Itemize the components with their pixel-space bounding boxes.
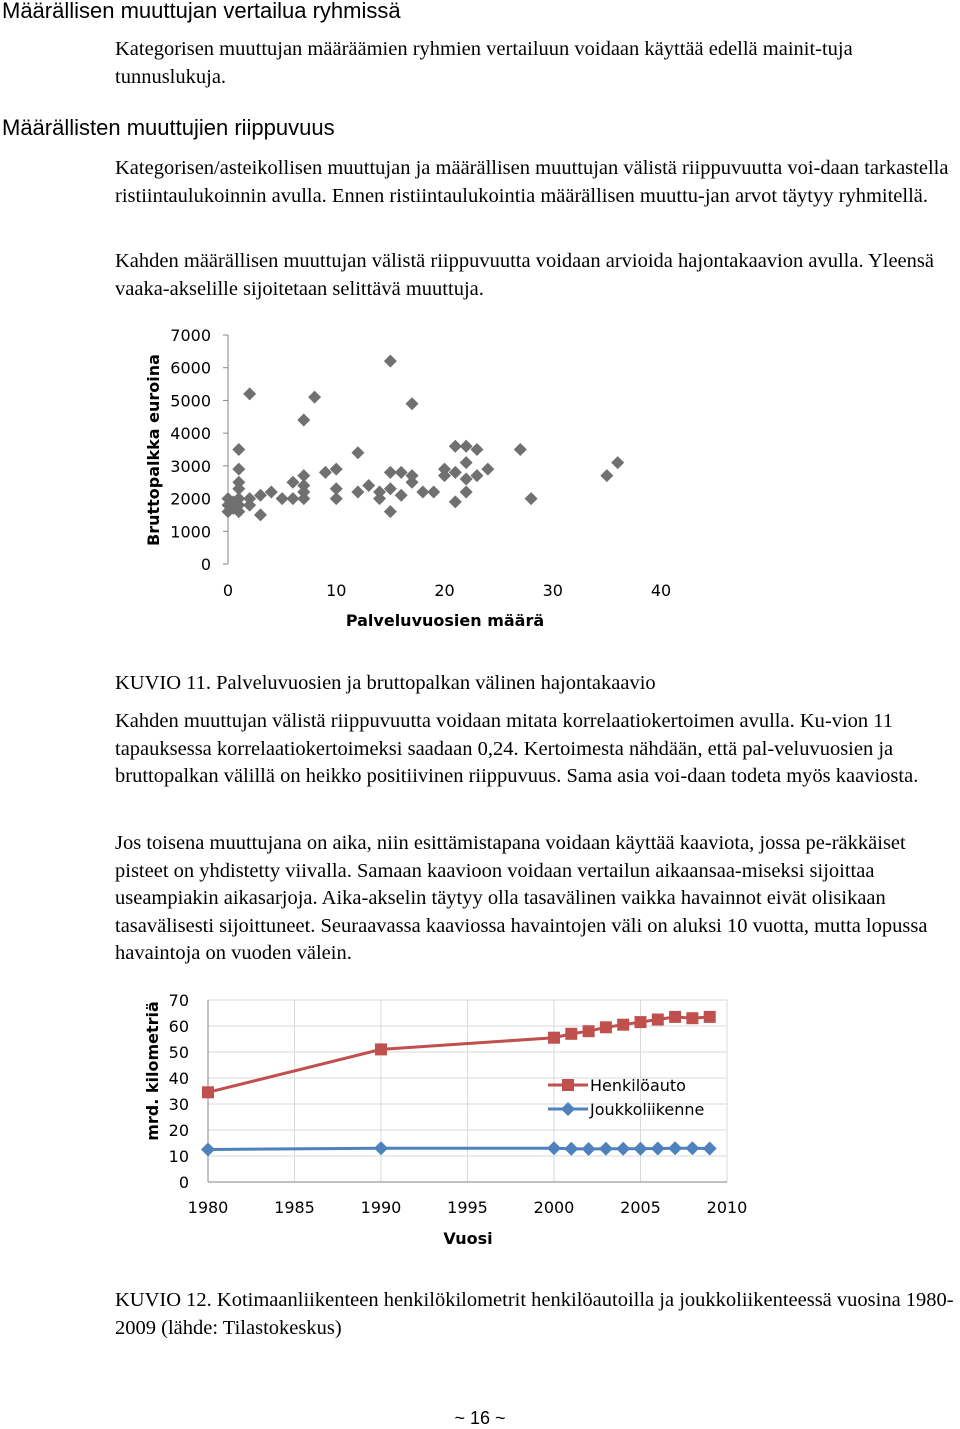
scatter-point bbox=[330, 492, 343, 505]
y-tick-label: 50 bbox=[168, 1043, 189, 1062]
scatter-point bbox=[243, 387, 256, 400]
scatter-point bbox=[254, 508, 267, 521]
scatter-point bbox=[427, 486, 440, 499]
x-axis-title: Palveluvuosien määrä bbox=[345, 611, 545, 630]
series-point bbox=[583, 1025, 595, 1037]
scatter-point bbox=[395, 466, 408, 479]
scatter-point bbox=[460, 456, 473, 469]
section-heading-dependency: Määrällisten muuttujien riippuvuus bbox=[2, 115, 335, 140]
paragraph-time-series: Jos toisena muuttujana on aika, niin esittämistapana voidaan käyttää kaaviota, jossa pe-räkkäiset pisteet on yhdistetty viivalla. Samaan kaavioon voidaan vertailun aikaansaa-miseksi sijoittaa useampiakin aikasarjoja. Aika-akselin täytyy olla tasavälinen vaikka havainnot eivät olisikaan tasavälisesti sijoittuneet. Seuraavassa kaaviossa havaintojen väli on aluksi 10 vuotta, mutta lopussa havaintoja on vuoden välein. bbox=[115, 832, 928, 964]
scatter-point bbox=[395, 489, 408, 502]
line-chart bbox=[0, 980, 960, 1260]
figure-11-caption: KUVIO 11. Palveluvuosien ja bruttopalkan välinen hajontakaavio bbox=[115, 672, 656, 694]
x-tick-label: 2005 bbox=[620, 1198, 661, 1217]
series-point bbox=[703, 1141, 717, 1155]
series-point bbox=[669, 1011, 681, 1023]
scatter-point bbox=[351, 486, 364, 499]
x-tick-label: 20 bbox=[434, 581, 455, 600]
scatter-point bbox=[406, 397, 419, 410]
y-tick-label: 1000 bbox=[170, 522, 211, 542]
scatter-point bbox=[232, 463, 245, 476]
y-tick-label: 3000 bbox=[170, 456, 211, 476]
series-point bbox=[600, 1021, 612, 1033]
series-point bbox=[634, 1142, 648, 1156]
y-tick-label: 0 bbox=[200, 555, 211, 574]
x-tick-label: 0 bbox=[222, 581, 234, 600]
y-tick-label: 4000 bbox=[170, 424, 211, 444]
page-number: ~ 16 ~ bbox=[454, 1408, 506, 1428]
figure-12-caption: KUVIO 12. Kotimaanliikenteen henkilökilometrit henkilöautoilla ja joukkoliikenteessä vuosina 1980-2009 (lähde: Tilastokeskus) bbox=[115, 1289, 954, 1339]
x-tick-label: 40 bbox=[650, 581, 672, 600]
paragraph-scatter-intro: Kahden määrällisen muuttujan välistä riippuvuutta voidaan arvioida hajontakaavion avulla. Yleensä vaaka-akselille sijoitetaan selittävä muuttuja. bbox=[115, 250, 934, 300]
scatter-point bbox=[438, 469, 451, 482]
scatter-point bbox=[362, 479, 375, 492]
scatter-point bbox=[232, 443, 245, 456]
y-tick-label: 6000 bbox=[170, 358, 211, 378]
scatter-point bbox=[265, 486, 278, 499]
scatter-point bbox=[351, 446, 364, 459]
scatter-point bbox=[460, 440, 473, 453]
legend-label: Henkilöauto bbox=[590, 1076, 686, 1095]
y-tick-label: 20 bbox=[168, 1121, 189, 1140]
series-point bbox=[547, 1141, 561, 1155]
scatter-point bbox=[297, 414, 310, 427]
series-point bbox=[635, 1016, 647, 1028]
scatter-point bbox=[600, 469, 613, 482]
series-point bbox=[564, 1142, 578, 1156]
scatter-point bbox=[460, 486, 473, 499]
x-tick-label: 1995 bbox=[447, 1198, 488, 1217]
series-point bbox=[685, 1141, 699, 1155]
series-point bbox=[375, 1043, 387, 1055]
x-tick-label: 1980 bbox=[187, 1198, 229, 1217]
paragraph-crosstab: Kategorisen/asteikollisen muuttujan ja määrällisen muuttujan välistä riippuvuutta voi-daan tarkastella ristiintaulukoinnin avulla. Ennen ristiintaulukointia määrällisen muuttu-jan arvot täytyy ryhmitellä. bbox=[115, 157, 949, 207]
y-tick-label: 70 bbox=[168, 991, 189, 1010]
paragraph-comparison: Kategorisen muuttujan määräämien ryhmien vertailuun voidaan käyttää edellä mainit-tuja tunnuslukuja. bbox=[115, 38, 853, 88]
y-axis-title: Bruttopalkka euroina bbox=[144, 354, 163, 546]
scatter-point bbox=[514, 443, 527, 456]
legend-label: Joukkoliikenne bbox=[590, 1100, 705, 1119]
legend-marker bbox=[562, 1079, 574, 1091]
scatter-point bbox=[373, 492, 386, 505]
series-point bbox=[374, 1141, 388, 1155]
series-point bbox=[599, 1142, 613, 1156]
x-tick-label: 2010 bbox=[706, 1198, 748, 1217]
scatter-point bbox=[286, 476, 299, 489]
scatter-point bbox=[384, 355, 397, 368]
y-tick-label: 0 bbox=[178, 1173, 189, 1192]
series-point bbox=[704, 1011, 716, 1023]
series-point bbox=[686, 1012, 698, 1024]
scatter-chart bbox=[0, 320, 960, 650]
scatter-point bbox=[460, 472, 473, 485]
y-tick-label: 2000 bbox=[170, 489, 211, 509]
x-tick-label: 10 bbox=[326, 581, 347, 600]
scatter-point bbox=[449, 495, 462, 508]
scatter-point bbox=[449, 466, 462, 479]
scatter-point bbox=[254, 489, 267, 502]
series-point bbox=[652, 1014, 664, 1026]
scatter-point bbox=[232, 476, 245, 489]
scatter-point bbox=[481, 463, 494, 476]
scatter-point bbox=[330, 463, 343, 476]
scatter-point bbox=[297, 492, 310, 505]
section-heading-comparison: Määrällisen muuttujan vertailua ryhmissä bbox=[2, 0, 401, 23]
x-tick-label: 1985 bbox=[274, 1198, 315, 1217]
y-axis-title: mrd. kilometriä bbox=[143, 1001, 162, 1141]
y-tick-label: 5000 bbox=[170, 391, 211, 411]
scatter-point bbox=[308, 391, 321, 404]
x-tick-label: 30 bbox=[542, 581, 563, 600]
series-point bbox=[651, 1141, 665, 1155]
scatter-point bbox=[319, 466, 332, 479]
y-tick-label: 40 bbox=[168, 1069, 189, 1088]
scatter-point bbox=[525, 492, 538, 505]
scatter-point bbox=[384, 482, 397, 495]
scatter-point bbox=[470, 469, 483, 482]
series-point bbox=[548, 1032, 560, 1044]
y-tick-label: 60 bbox=[168, 1017, 189, 1036]
series-point bbox=[617, 1019, 629, 1031]
series-point bbox=[202, 1086, 214, 1098]
scatter-point bbox=[384, 505, 397, 518]
scatter-point bbox=[611, 456, 624, 469]
y-tick-label: 30 bbox=[168, 1095, 189, 1114]
series-point bbox=[565, 1028, 577, 1040]
scatter-point bbox=[243, 499, 256, 512]
paragraph-correlation: Kahden muuttujan välistä riippuvuutta voidaan mitata korrelaatiokertoimen avulla. Ku-vion 11 tapauksessa korrelaatiokertoimeksi saadaan 0,24. Kertoimesta nähdään, että pal-veluvuosien ja bruttopalkan välillä on heikko positiivinen riippuvuus. Sama asia voi-daan todeta myös kaaviosta. bbox=[115, 710, 919, 787]
series-point bbox=[668, 1141, 682, 1155]
x-tick-label: 2000 bbox=[533, 1198, 575, 1217]
x-axis-title: Vuosi bbox=[443, 1229, 493, 1248]
y-tick-label: 10 bbox=[168, 1147, 189, 1166]
scatter-point bbox=[470, 443, 483, 456]
x-tick-label: 1990 bbox=[360, 1198, 402, 1217]
series-point bbox=[616, 1142, 630, 1156]
series-point bbox=[201, 1143, 215, 1157]
scatter-point bbox=[406, 476, 419, 489]
y-tick-label: 7000 bbox=[170, 326, 211, 345]
series-point bbox=[582, 1142, 596, 1156]
